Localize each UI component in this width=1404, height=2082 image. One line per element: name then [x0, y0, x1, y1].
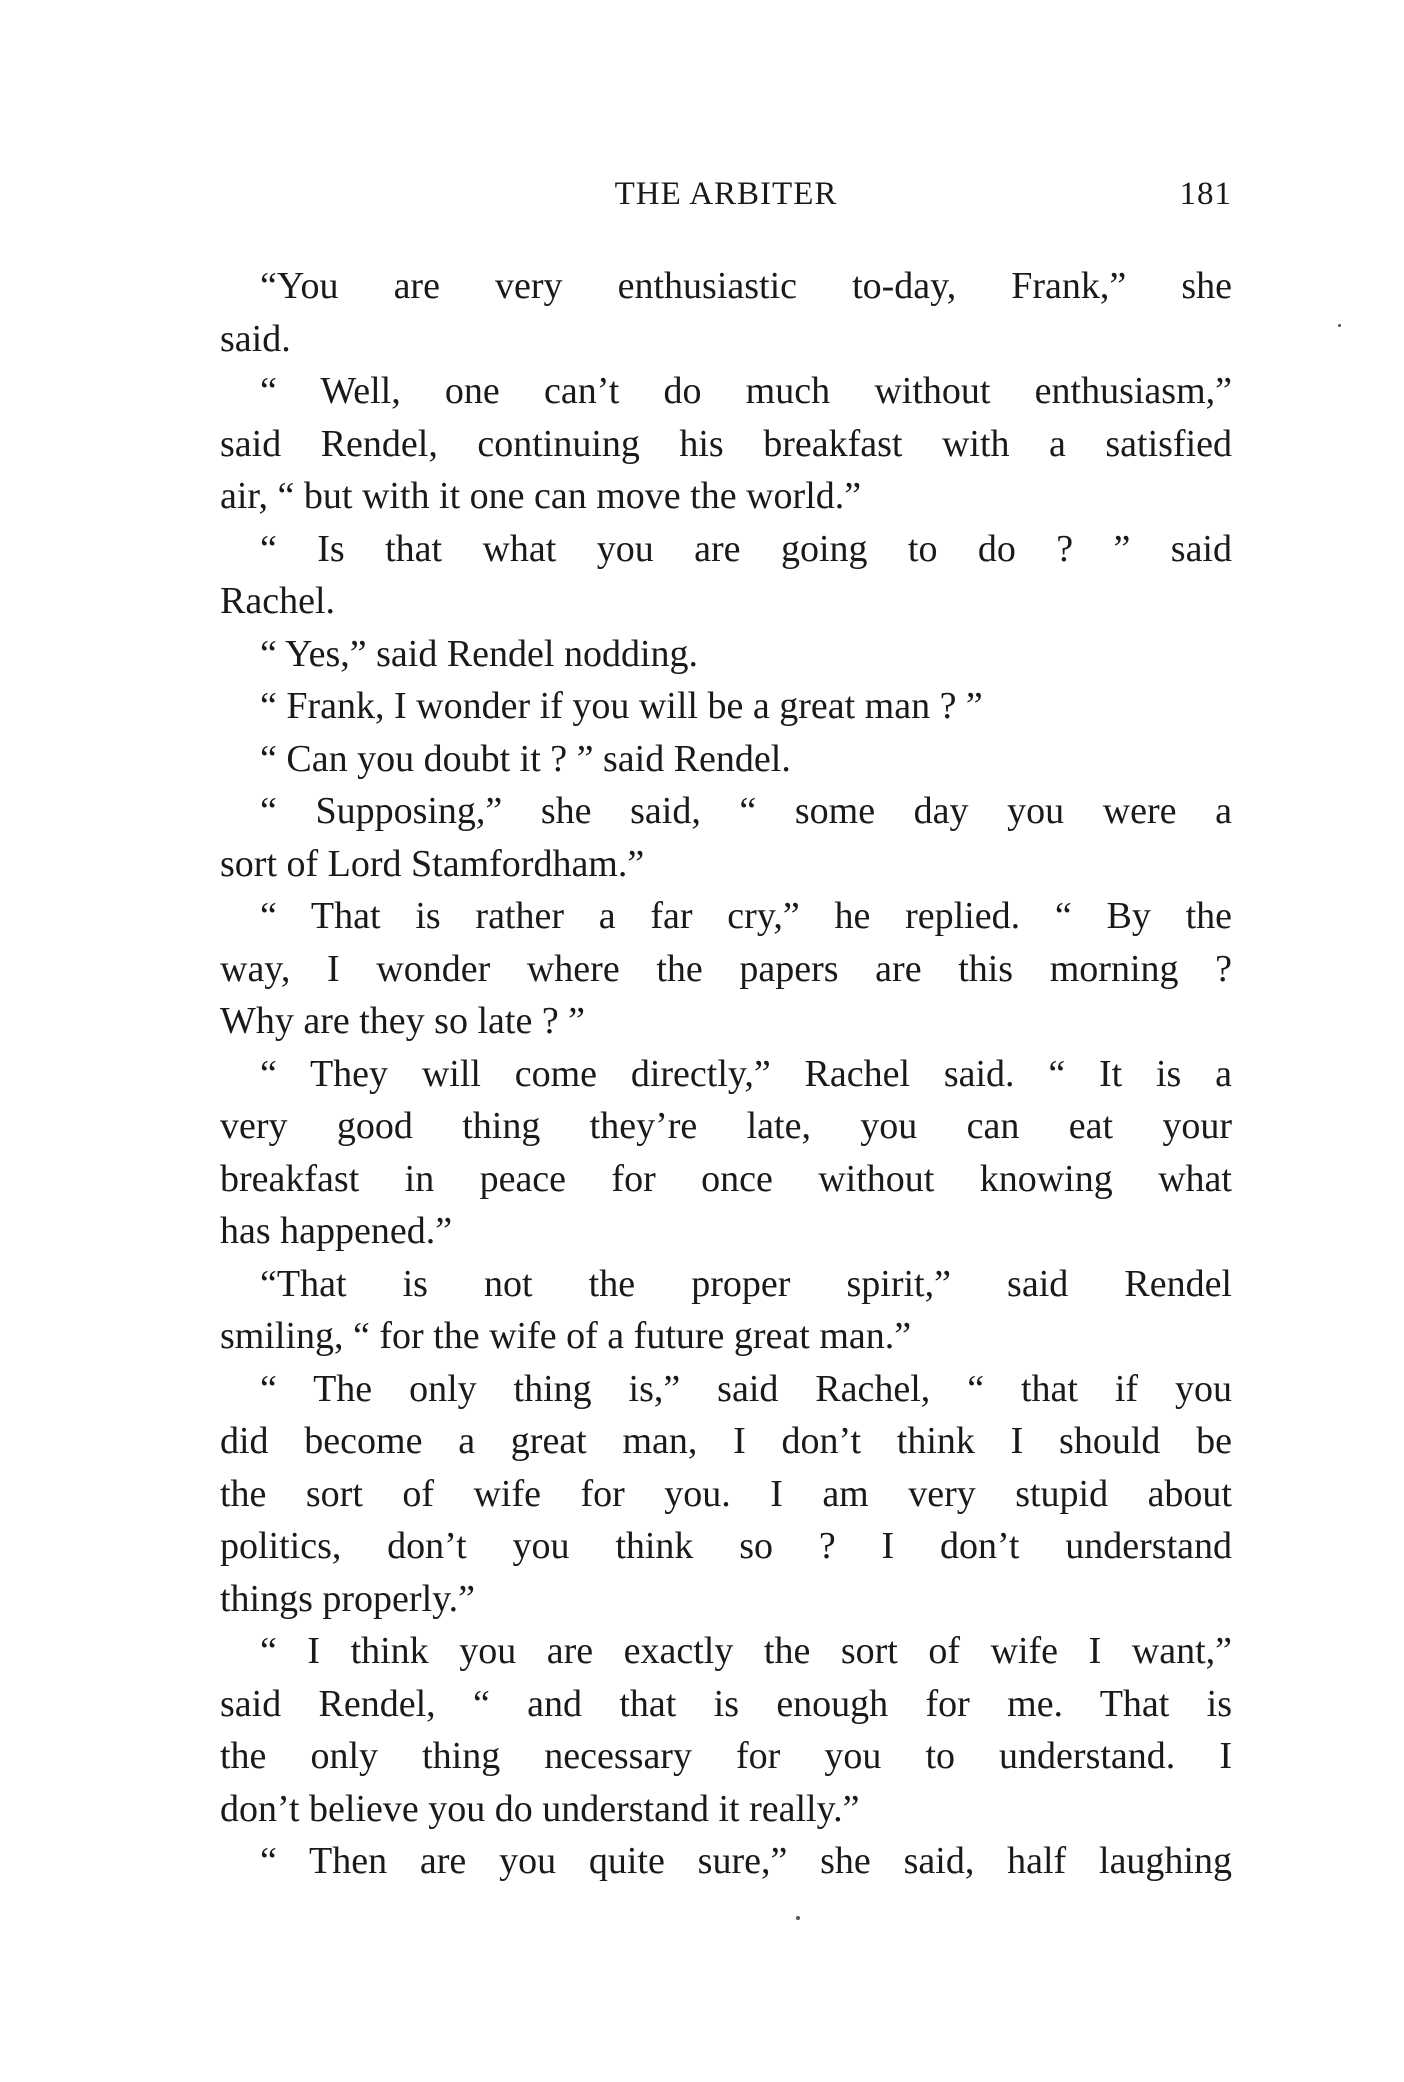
text-line: “ The only thing is,” said Rachel, “ that if you [260, 1367, 1232, 1410]
text-line: “ They will come directly,” Rachel said. “ It is a [260, 1052, 1232, 1095]
text-line: breakfast in peace for once without knowing what [220, 1157, 1232, 1200]
text-line: has happened.” [220, 1210, 453, 1252]
text-line: did become a great man, I don’t think I should be [220, 1420, 1232, 1462]
text-line: Why are they so late ? ” [220, 1000, 586, 1042]
text-line: Rachel. [220, 580, 336, 622]
body-text [220, 260, 1232, 1888]
text-line: “ Is that what you are going to do ? ” said [260, 527, 1232, 570]
running-head [220, 176, 1232, 220]
text-line: politics, don’t you think so ? I don’t understand [220, 1525, 1232, 1567]
text-line: “ Frank, I wonder if you will be a great man ? ” [260, 685, 983, 727]
text-line: “ Yes,” said Rendel nodding. [260, 632, 699, 675]
page-number: 181 [1179, 176, 1232, 212]
text-line: sort of Lord Stamfordham.” [220, 842, 645, 885]
text-line: “ That is rather a far cry,” he replied. “ By the [260, 895, 1232, 937]
text-line: “ Then are you quite sure,” she said, half laughing [260, 1840, 1232, 1882]
ink-speck [796, 1916, 800, 1920]
text-line: way, I wonder where the papers are this morning ? [220, 947, 1232, 990]
text-line: things properly.” [220, 1577, 476, 1620]
running-title: THE ARBITER [614, 176, 838, 212]
text-line: “ Well, one can’t do much without enthusiasm,” [260, 370, 1232, 412]
text-line: don’t believe you do understand it really.” [220, 1787, 860, 1830]
ink-speck [1338, 324, 1341, 327]
text-line: “You are very enthusiastic to-day, Frank,” she [260, 265, 1232, 307]
text-line: “ I think you are exactly the sort of wife I want,” [260, 1630, 1232, 1672]
text-line: the only thing necessary for you to understand. I [220, 1735, 1232, 1777]
text-line: “That is not the proper spirit,” said Rendel [260, 1262, 1232, 1305]
text-line: very good thing they’re late, you can eat your [220, 1105, 1232, 1147]
text-line: “ Supposing,” she said, “ some day you were a [260, 790, 1232, 832]
text-line: “ Can you doubt it ? ” said Rendel. [260, 737, 791, 780]
text-line: said. [220, 317, 291, 360]
text-line: said Rendel, continuing his breakfast with a satisfied [220, 422, 1232, 465]
text-line: smiling, “ for the wife of a future great man.” [220, 1315, 912, 1357]
text-line: air, “ but with it one can move the world.” [220, 475, 862, 517]
text-line: said Rendel, “ and that is enough for me. That is [220, 1682, 1232, 1725]
text-line: the sort of wife for you. I am very stupid about [220, 1472, 1232, 1515]
